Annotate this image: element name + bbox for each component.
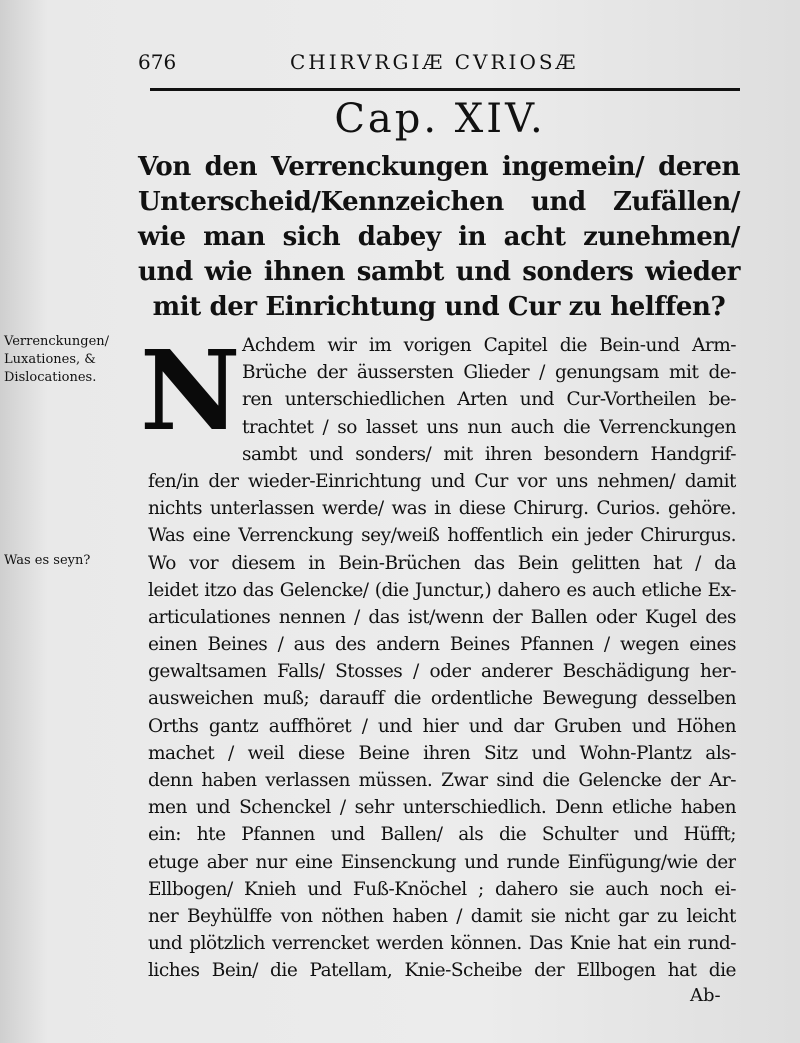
text-line: liches Bein/ die Patellam, Knie-Scheibe der Ellbogen hat die: [148, 960, 736, 982]
text-line: ausweichen muß; darauff die ordentliche Bewegung desselben: [148, 688, 736, 710]
text-line: einen Beines / aus des andern Beines Pfannen / wegen eines: [148, 634, 736, 656]
catchword: Ab-: [690, 985, 721, 1006]
text-line: ner Beyhülffe von nöthen haben / damit sie nicht gar zu leicht: [148, 905, 736, 927]
text-line: machet / weil diese Beine ihren Sitz und Wohn-Plantz als-: [148, 742, 736, 764]
header-rule: [150, 88, 740, 91]
text-line: leidet itzo das Gelencke/ (die Junctur,) dahero es auch etliche Ex-: [148, 579, 736, 601]
text-line: Achdem wir im vorigen Capitel die Bein-und Arm-: [242, 335, 736, 356]
text-line: articulationes nennen / das ist/wenn der Ballen oder Kugel des: [148, 606, 736, 628]
text-line: Was eine Verrenckung sey/weiß hoffentlich ein jeder Chirurgus.: [148, 525, 736, 547]
decorated-initial: N: [140, 326, 241, 455]
text-line: Orths gantz auffhöret / und hier und dar Gruben und Höhen: [148, 715, 736, 737]
text-line: etuge aber nur eine Einsenckung und runde Einfügung/wie der: [148, 851, 736, 873]
text-line: men und Schenckel / sehr unterschiedlich. Denn etliche haben: [148, 797, 736, 819]
text-line: ein: hte Pfannen und Ballen/ als die Schulter und Hüfft;: [148, 824, 736, 846]
margin-note-luxationes: Verrenckungen/ Luxationes, & Dislocationes.: [4, 334, 110, 385]
text-line: denn haben verlassen müssen. Zwar sind die Gelencke der Ar-: [148, 770, 736, 791]
text-line: sambt und sonders/ mit ihren besondern Handgrif-: [242, 443, 736, 465]
chapter-label: Cap. XIV.: [334, 96, 546, 142]
body-text: [148, 332, 736, 985]
text-line: gewaltsamen Falls/ Stosses / oder anderer Beschädigung her-: [148, 661, 736, 683]
page-number: 676: [138, 50, 177, 74]
text-line: Brüche der äussersten Glieder / genungsam mit de-: [242, 362, 736, 384]
running-title: CHIRVRGIÆ CVRIOSÆ: [290, 50, 579, 74]
margin-note-was-es-seyn: Was es seyn?: [4, 553, 91, 568]
text-line: trachtet / so lasset uns nun auch die Verrenckungen: [242, 416, 736, 438]
text-line: ren unterschiedlichen Arten und Cur-Vortheilen be-: [242, 389, 736, 411]
text-line: nichts unterlassen werde/ was in diese Chirurg. Curios. gehöre.: [148, 498, 736, 520]
text-line: Wo vor diesem in Bein-Brüchen das Bein gelitten hat / da: [148, 552, 736, 574]
page-header: [130, 48, 740, 78]
text-line: Ellbogen/ Knieh und Fuß-Knöchel ; dahero sie auch noch ei-: [148, 878, 736, 900]
text-line: und plötzlich verrencket werden können. Das Knie hat ein rund-: [148, 933, 736, 955]
chapter-title: Von den Verrenckungen ingemein/ deren Unterscheid/Kennzeichen und Zufällen/ wie man sich dabey in acht zunehmen/ und wie ihnen sambt und sonders wieder mit der Einrichtung und Cur zu helffen?: [138, 152, 740, 322]
text-line: fen/in der wieder-Einrichtung und Cur vor uns nehmen/ damit: [148, 470, 736, 492]
